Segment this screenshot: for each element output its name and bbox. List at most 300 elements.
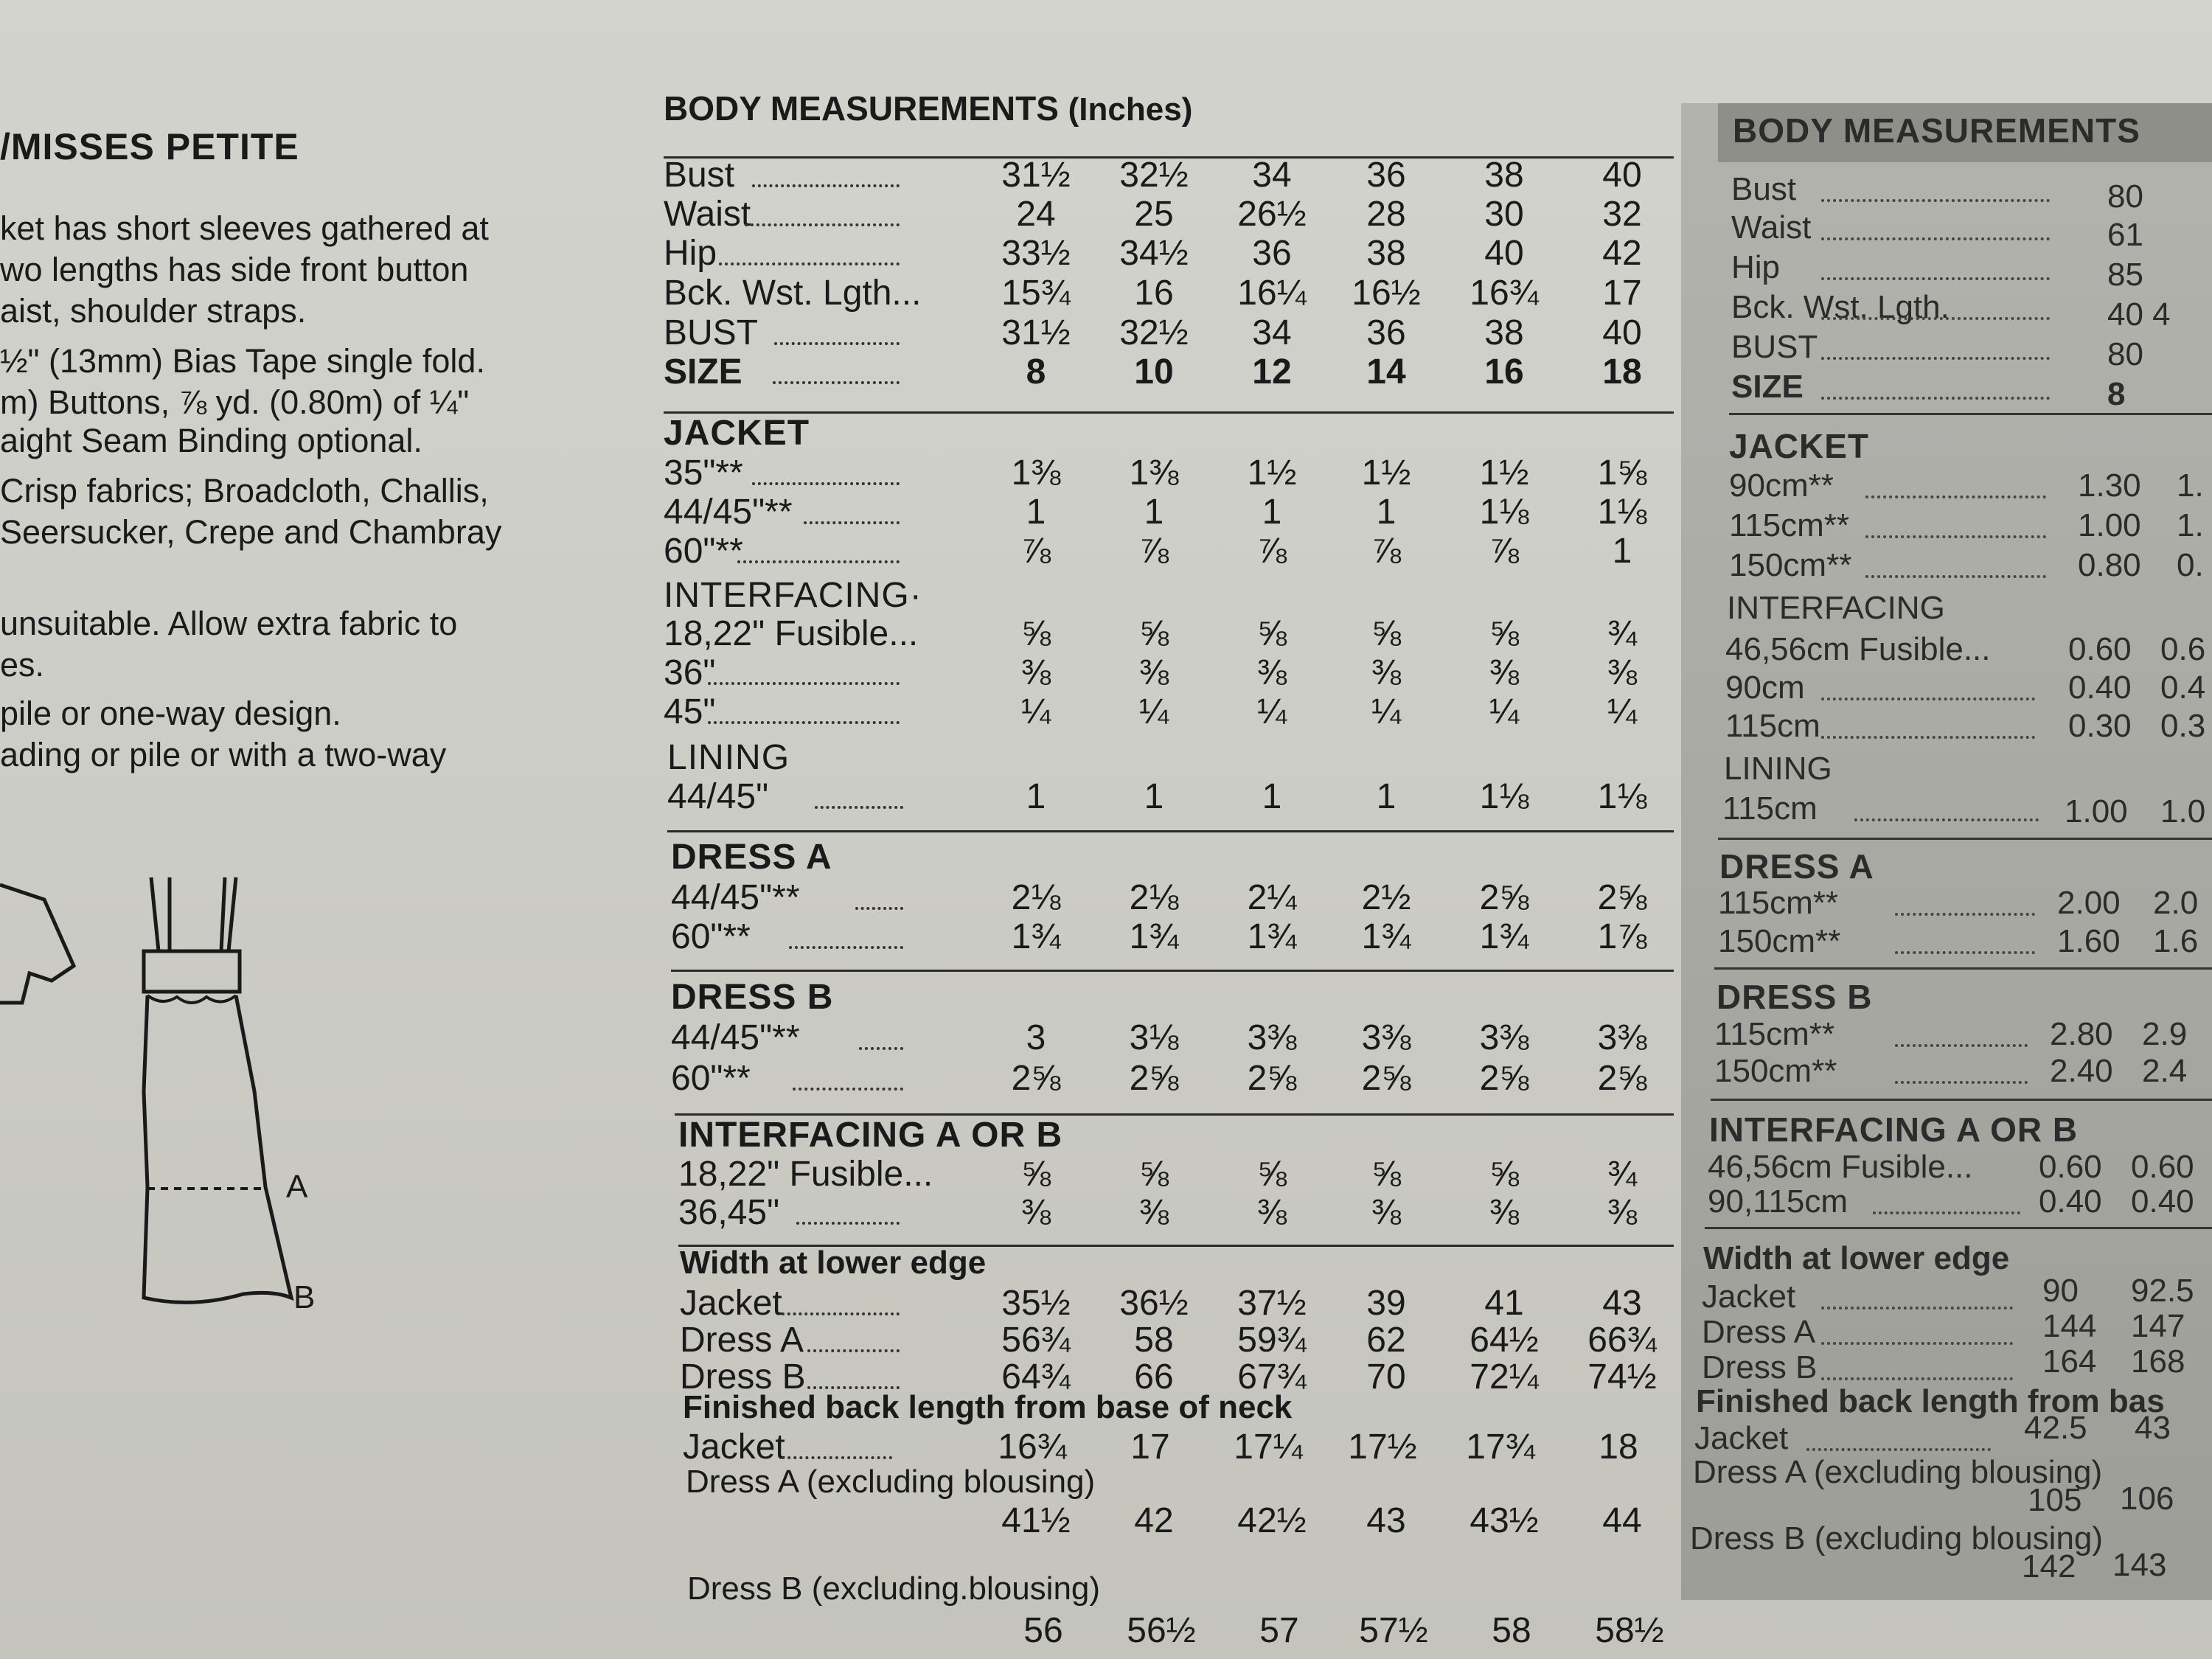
- illus-label-a: A: [286, 1169, 308, 1205]
- cell-value: 1⅛: [1479, 493, 1529, 532]
- cell-value: ¼: [1489, 692, 1520, 731]
- row-label: 18,22" Fusible...: [678, 1155, 933, 1194]
- row-label: Waist: [664, 195, 751, 234]
- cell-value: 0.40: [2131, 1183, 2194, 1220]
- cell-value: 1.00: [2078, 507, 2141, 543]
- cell-value: 41½: [1001, 1501, 1071, 1540]
- dress-bodice-sketch: [144, 951, 240, 992]
- cell-value: 2.40: [2050, 1053, 2113, 1089]
- cell-value: ⅝: [1138, 614, 1169, 653]
- cell-value: 142: [2022, 1548, 2076, 1585]
- leader-dots: [752, 184, 900, 187]
- cell-value: ⅜: [1371, 653, 1402, 692]
- leader-dots: [1895, 1044, 2028, 1047]
- row-label: 115cm: [1722, 790, 1818, 827]
- cell-value: 57½: [1359, 1611, 1428, 1650]
- cell-value: ¼: [1371, 692, 1402, 731]
- cell-value: ⅞: [1138, 532, 1169, 571]
- cell-value: ¼: [1138, 692, 1169, 731]
- row-label: 44/45": [667, 777, 769, 816]
- row-label: Jacket: [680, 1284, 782, 1323]
- row-label: Waist: [1731, 209, 1812, 246]
- row-label: 44/45"**: [671, 1018, 800, 1057]
- cell-value: ⅜: [1138, 653, 1169, 692]
- table-row: [664, 1058, 1696, 1098]
- cell-value: 64¾: [1001, 1357, 1071, 1397]
- leader-dots: [1821, 736, 2035, 739]
- cell-value: 1⅛: [1597, 777, 1647, 816]
- cell-value: 58½: [1595, 1611, 1664, 1650]
- cell-value: ⅞: [1371, 532, 1402, 571]
- cell-value: 14: [1366, 352, 1406, 392]
- row-label: 90cm: [1725, 669, 1805, 706]
- leader-dots: [1821, 199, 2050, 202]
- dress-straps-sketch: [151, 877, 236, 951]
- dress-illustration: [0, 870, 339, 1327]
- left-title: /MISSES PETITE: [0, 126, 299, 167]
- cell-value: 106: [2120, 1481, 2174, 1517]
- table-row: [664, 273, 1696, 313]
- table-row: [664, 653, 1696, 692]
- cell-value: 70: [1366, 1357, 1406, 1397]
- cell-value: 1: [1144, 493, 1164, 532]
- description-line: ket has short sleeves gathered at: [0, 209, 489, 247]
- leader-dots: [745, 223, 900, 226]
- row-label: 115cm**: [1714, 1016, 1835, 1052]
- cell-value: 1⅛: [1597, 493, 1647, 532]
- leader-dots: [1821, 1377, 2013, 1380]
- cell-value: ⅝: [1256, 1155, 1287, 1194]
- cell-value: 2⅛: [1011, 878, 1061, 917]
- section-divider: [1714, 967, 2212, 970]
- leader-dots: [1821, 357, 2050, 360]
- table-row: [664, 692, 1696, 731]
- cell-value: 36: [1252, 234, 1292, 273]
- row-label: 18,22" Fusible...: [664, 614, 919, 653]
- leader-dots: [1821, 277, 2050, 280]
- cell-value: 0.3: [2160, 708, 2206, 744]
- cell-value: ¼: [1020, 692, 1051, 731]
- cell-value: 2⅝: [1479, 1059, 1529, 1098]
- cell-value: 2.9: [2142, 1016, 2188, 1052]
- cell-value: 0.30: [2068, 708, 2132, 744]
- table-row: [664, 352, 1696, 392]
- row-label: Dress A (excluding blousing): [1693, 1454, 2103, 1490]
- cell-value: 1½: [1479, 453, 1529, 493]
- cell-value: 0.60: [2131, 1149, 2194, 1185]
- row-label: 115cm**: [1729, 507, 1850, 543]
- leader-dots: [1895, 951, 2035, 954]
- cell-value: 80: [2107, 178, 2143, 215]
- cell-value: 34: [1252, 313, 1292, 352]
- cell-value: 2⅝: [1597, 878, 1647, 917]
- cell-value: 1: [1262, 493, 1282, 532]
- cell-value: 34: [1252, 156, 1292, 195]
- cell-value: 16¾: [1470, 274, 1539, 313]
- cell-value: 2⅝: [1479, 878, 1529, 917]
- row-label: 45": [664, 692, 716, 731]
- cell-value: 62: [1366, 1321, 1406, 1360]
- cell-value: 37½: [1237, 1284, 1307, 1323]
- cell-value: 72¼: [1470, 1357, 1539, 1397]
- section-title: LINING: [667, 738, 790, 777]
- table-row: [664, 1427, 1696, 1467]
- cell-value: 56¾: [1001, 1321, 1071, 1360]
- row-label: 150cm**: [1714, 1053, 1837, 1089]
- cell-value: 42: [1602, 234, 1642, 273]
- leader-dots: [708, 721, 900, 724]
- cell-value: ⅝: [1020, 614, 1051, 653]
- cell-value: 2.4: [2142, 1053, 2188, 1089]
- row-label: Bust: [664, 156, 735, 195]
- cell-value: 42: [1134, 1501, 1174, 1540]
- cell-value: 17¾: [1466, 1427, 1535, 1467]
- cell-value: ⅝: [1020, 1155, 1051, 1194]
- section-title: INTERFACING A OR B: [678, 1116, 1063, 1155]
- table-row: [664, 917, 1696, 956]
- jacket-sleeve-sketch: [0, 885, 74, 1003]
- section-title: DRESS B: [1717, 978, 1873, 1016]
- cell-value: 74½: [1587, 1357, 1657, 1397]
- row-label: Bck. Wst. Lgth.: [1731, 289, 1950, 325]
- cell-value: 44: [1602, 1501, 1642, 1540]
- section-divider: [671, 970, 1674, 972]
- leader-dots: [774, 342, 900, 345]
- row-label: SIZE: [664, 352, 742, 392]
- cell-value: 61: [2107, 217, 2143, 253]
- cell-value: 1: [1144, 777, 1164, 816]
- cell-value: 0.: [2177, 547, 2204, 583]
- cell-value: 36: [1366, 313, 1406, 352]
- cell-value: 32: [1602, 195, 1642, 234]
- cell-value: 168: [2131, 1343, 2185, 1380]
- leader-dots: [1865, 535, 2046, 538]
- leader-dots: [719, 262, 900, 265]
- cell-value: 17: [1602, 274, 1642, 313]
- row-label: 44/45"**: [671, 878, 800, 917]
- row-label: SIZE: [1731, 369, 1804, 405]
- cell-value: 67¾: [1237, 1357, 1307, 1397]
- cell-value: ⅞: [1020, 532, 1051, 571]
- cell-value: ⅝: [1138, 1155, 1169, 1194]
- cell-value: 38: [1484, 156, 1524, 195]
- cell-value: 92.5: [2131, 1273, 2194, 1309]
- leader-dots: [793, 1088, 903, 1091]
- cell-value: 2⅛: [1129, 878, 1179, 917]
- cell-value: 0.40: [2068, 669, 2132, 706]
- cell-value: 2½: [1361, 878, 1411, 917]
- cell-value: 43: [1366, 1501, 1406, 1540]
- table-row: [664, 776, 1696, 816]
- description-line: Seersucker, Crepe and Chambray: [0, 513, 502, 551]
- leader-dots: [1806, 1448, 1991, 1451]
- description-line: aist, shoulder straps.: [0, 292, 307, 330]
- cell-value: 164: [2042, 1343, 2097, 1380]
- cell-value: 40: [1484, 234, 1524, 273]
- cell-value: 36½: [1119, 1284, 1189, 1323]
- cell-value: 0.60: [2068, 631, 2132, 667]
- cell-value: 2⅝: [1011, 1059, 1061, 1098]
- cell-value: 32½: [1119, 156, 1189, 195]
- leader-dots: [1873, 1211, 2020, 1214]
- leader-dots: [1821, 317, 2050, 320]
- cell-value: 18: [1599, 1427, 1638, 1467]
- cell-value: ¾: [1607, 1155, 1638, 1194]
- table-row: [664, 613, 1696, 653]
- table-row: [664, 1018, 1696, 1057]
- cell-value: 2⅝: [1247, 1059, 1297, 1098]
- cell-value: 64½: [1470, 1321, 1539, 1360]
- cell-value: 31½: [1001, 313, 1071, 352]
- leader-dots: [708, 682, 900, 685]
- cell-value: ⅝: [1489, 614, 1520, 653]
- section-title: DRESS B: [671, 978, 834, 1017]
- table-row: [664, 1192, 1696, 1232]
- cell-value: ⅞: [1489, 532, 1520, 571]
- row-label: 60"**: [664, 532, 743, 571]
- cell-value: 2⅝: [1597, 1059, 1647, 1098]
- cell-value: 2⅝: [1129, 1059, 1179, 1098]
- leader-dots: [1821, 1307, 2013, 1310]
- leader-dots: [1895, 913, 2035, 916]
- section-title: Width at lower edge: [680, 1245, 987, 1281]
- row-label: Jacket: [683, 1427, 785, 1467]
- cell-value: ⅜: [1607, 653, 1638, 692]
- cell-value: 1½: [1247, 453, 1297, 493]
- cell-value: 3⅜: [1479, 1018, 1529, 1057]
- leader-dots: [1865, 575, 2046, 578]
- section-divider: [664, 411, 1674, 414]
- cell-value: 58: [1492, 1611, 1531, 1650]
- section-divider: [1718, 838, 2212, 840]
- row-label: 36,45": [678, 1193, 780, 1232]
- cell-value: 1.30: [2078, 467, 2141, 504]
- row-label: 46,56cm Fusible...: [1725, 631, 1991, 667]
- table-row: [664, 1154, 1696, 1194]
- leader-dots: [1854, 818, 2039, 821]
- cell-value: 3⅜: [1361, 1018, 1411, 1057]
- cell-value: 1: [1612, 532, 1632, 571]
- cell-value: 3⅜: [1247, 1018, 1297, 1057]
- cell-value: 40 4: [2107, 296, 2171, 333]
- section-title: Width at lower edge: [1703, 1240, 2010, 1276]
- cell-value: ⅝: [1489, 1155, 1520, 1194]
- row-label: Jacket: [1694, 1420, 1789, 1456]
- cell-value: 85: [2107, 257, 2143, 293]
- row-label: Dress B: [1702, 1349, 1818, 1385]
- leader-dots: [1821, 397, 2050, 400]
- table-row: [664, 1610, 1696, 1650]
- row-label: Bust: [1731, 171, 1797, 207]
- section-divider: [1705, 1227, 2212, 1229]
- section-divider: [1729, 413, 2212, 415]
- leader-dots: [1821, 698, 2035, 700]
- cell-value: 57: [1259, 1611, 1299, 1650]
- section-divider: [667, 830, 1674, 832]
- cell-value: 0.6: [2160, 631, 2206, 667]
- leader-dots: [1865, 495, 2046, 498]
- cell-value: 30: [1484, 195, 1524, 234]
- cell-value: 24: [1016, 195, 1056, 234]
- row-label: BUST: [664, 313, 759, 352]
- leader-dots: [789, 946, 903, 949]
- section-title: LINING: [1724, 751, 1832, 787]
- cell-value: ⅜: [1138, 1193, 1169, 1232]
- cell-value: ⅝: [1371, 614, 1402, 653]
- row-label: Hip: [664, 234, 717, 273]
- cell-value: ¾: [1607, 614, 1638, 653]
- section-divider: [1711, 1099, 2212, 1101]
- row-label: 36": [664, 653, 716, 692]
- cell-value: 16: [1134, 274, 1174, 313]
- table-row: [664, 1500, 1696, 1540]
- cell-value: ⅜: [1020, 653, 1051, 692]
- row-label: 60"**: [671, 917, 751, 956]
- cell-value: 2.0: [2153, 885, 2199, 921]
- cell-value: 2.00: [2057, 885, 2121, 921]
- cell-value: 66: [1134, 1357, 1174, 1397]
- table-row: [664, 877, 1696, 917]
- cell-value: 2⅝: [1361, 1059, 1411, 1098]
- cell-value: 1.0: [2160, 793, 2206, 830]
- cell-value: 43: [2135, 1410, 2171, 1446]
- cell-value: ⅝: [1256, 614, 1287, 653]
- cell-value: 16: [1484, 352, 1524, 392]
- cell-value: 0.60: [2039, 1149, 2102, 1185]
- cell-value: ⅜: [1489, 1193, 1520, 1232]
- cell-value: 17: [1130, 1427, 1170, 1467]
- row-label: 150cm**: [1718, 923, 1841, 959]
- row-label: Jacket: [1702, 1279, 1796, 1315]
- cell-value: 143: [2112, 1547, 2167, 1583]
- cell-value: 1⅜: [1011, 453, 1061, 493]
- cell-value: 15¾: [1001, 274, 1071, 313]
- cell-value: 16¾: [998, 1427, 1067, 1467]
- row-label: 46,56cm Fusible...: [1708, 1149, 1973, 1185]
- cell-value: 56½: [1127, 1611, 1196, 1650]
- cell-value: 58: [1134, 1321, 1174, 1360]
- row-label: 115cm**: [1718, 885, 1839, 921]
- leader-dots: [782, 1312, 900, 1315]
- leader-dots: [815, 806, 903, 809]
- row-label: Dress A: [1702, 1314, 1816, 1350]
- description-line: ading or pile or with a two-way: [0, 736, 447, 773]
- row-label: Dress B (excluding blousing): [1690, 1520, 2104, 1557]
- table-row: [664, 492, 1696, 532]
- table-row: [664, 453, 1696, 493]
- cell-value: ⅜: [1256, 1193, 1287, 1232]
- cell-value: 38: [1484, 313, 1524, 352]
- cell-value: 3: [1026, 1018, 1046, 1057]
- cell-value: 33½: [1001, 234, 1071, 273]
- cell-value: ¼: [1607, 692, 1638, 731]
- section-title: DRESS A: [1719, 847, 1874, 886]
- section-title: Finished back length from bas: [1696, 1383, 2165, 1419]
- description-line: ½" (13mm) Bias Tape single fold.: [0, 342, 485, 380]
- cell-value: 40: [1602, 156, 1642, 195]
- leader-dots: [1821, 237, 2050, 240]
- cell-value: 1: [1026, 493, 1046, 532]
- cell-value: 28: [1366, 195, 1406, 234]
- main-title: BODY MEASUREMENTS (Inches): [664, 89, 1193, 128]
- cell-value: 17¼: [1234, 1427, 1303, 1467]
- row-label: 150cm**: [1729, 547, 1852, 583]
- cell-value: 42½: [1237, 1501, 1307, 1540]
- cell-value: 1.: [2177, 507, 2204, 543]
- cell-value: 32½: [1119, 313, 1189, 352]
- row-label: 35"**: [664, 453, 743, 493]
- row-label: Dress B: [680, 1357, 806, 1397]
- metric-title: BODY MEASUREMENTS: [1733, 111, 2140, 150]
- row-label: Dress A: [680, 1321, 804, 1360]
- row-label: 115cm: [1725, 708, 1820, 744]
- cell-value: 3⅜: [1597, 1018, 1647, 1057]
- row-label: 60"**: [671, 1059, 751, 1098]
- row-label: BUST: [1731, 329, 1818, 365]
- leader-dots: [1895, 1081, 2028, 1084]
- section-title: JACKET: [1729, 427, 1870, 465]
- description-line: aight Seam Binding optional.: [0, 422, 422, 459]
- cell-value: ⅜: [1020, 1193, 1051, 1232]
- cell-value: 42.5: [2024, 1410, 2087, 1446]
- table-row: [664, 1283, 1696, 1323]
- cell-value: 1: [1026, 777, 1046, 816]
- cell-value: 1⅞: [1597, 917, 1647, 956]
- leader-dots: [782, 1456, 892, 1459]
- cell-value: 18: [1602, 352, 1642, 392]
- cell-value: ¼: [1256, 692, 1287, 731]
- blousing-sketch: [147, 995, 236, 1003]
- section-title: INTERFACING A OR B: [1709, 1110, 2079, 1149]
- table-row: [664, 155, 1696, 195]
- cell-value: 3⅛: [1129, 1018, 1179, 1057]
- table-row: [664, 194, 1696, 234]
- cell-value: ⅜: [1256, 653, 1287, 692]
- cell-value: 1: [1376, 777, 1397, 816]
- cell-value: 12: [1252, 352, 1292, 392]
- leader-dots: [859, 1047, 903, 1050]
- row-label: Bck. Wst. Lgth...: [664, 274, 922, 313]
- description-line: Crisp fabrics; Broadcloth, Challis,: [0, 472, 489, 509]
- row-label: Dress B (excluding.blousing): [687, 1571, 1101, 1607]
- cell-value: 1½: [1361, 453, 1411, 493]
- section-title: INTERFACING: [1727, 590, 1945, 626]
- cell-value: 35½: [1001, 1284, 1071, 1323]
- cell-value: 147: [2131, 1308, 2185, 1344]
- cell-value: 56: [1023, 1611, 1063, 1650]
- leader-dots: [737, 560, 900, 563]
- leader-dots: [855, 907, 903, 910]
- row-label: Hip: [1731, 249, 1781, 285]
- table-row: [664, 531, 1696, 571]
- leader-dots: [804, 521, 900, 524]
- cell-value: 1.6: [2153, 923, 2199, 959]
- description-line: es.: [0, 646, 45, 684]
- cell-value: 1⅜: [1129, 453, 1179, 493]
- leader-dots: [807, 1349, 900, 1352]
- cell-value: 1¾: [1129, 917, 1179, 956]
- section-title: INTERFACING·: [664, 576, 922, 615]
- cell-value: 16½: [1352, 274, 1421, 313]
- leader-dots: [796, 1222, 900, 1225]
- table-row: [664, 233, 1696, 273]
- cell-value: 66¾: [1587, 1321, 1657, 1360]
- description-line: wo lengths has side front button: [0, 251, 469, 288]
- cell-value: 1¾: [1361, 917, 1411, 956]
- cell-value: 144: [2042, 1308, 2097, 1344]
- cell-value: ⅜: [1607, 1193, 1638, 1232]
- row-label: 90,115cm: [1708, 1183, 1848, 1220]
